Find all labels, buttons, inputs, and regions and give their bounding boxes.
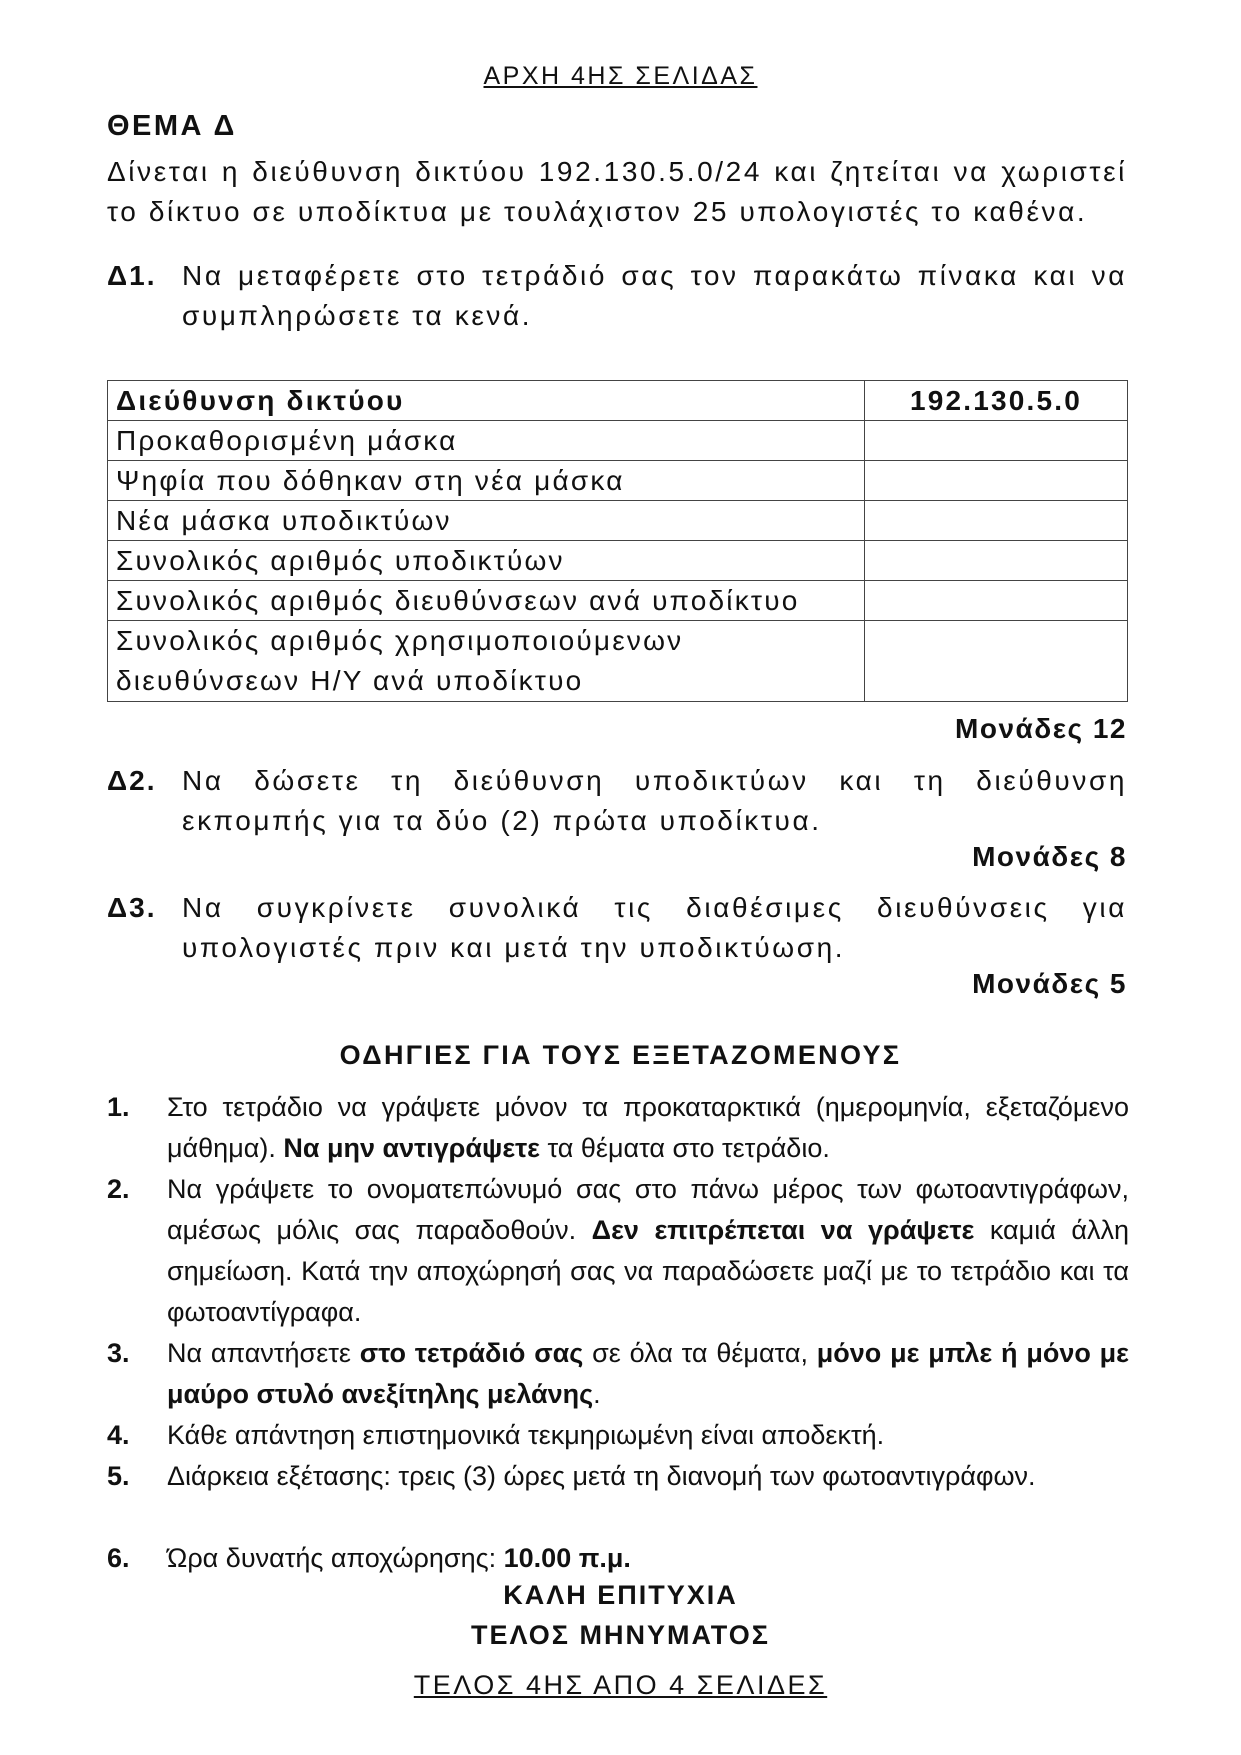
- instruction-item: [107, 1415, 1129, 1456]
- table-row: [108, 621, 1128, 702]
- question-d1: [107, 256, 1127, 336]
- text-run: .: [593, 1379, 601, 1409]
- row-label: Ψηφία που δόθηκαν στη νέα μάσκα: [108, 461, 865, 501]
- text-run: Ώρα δυνατής αποχώρησης:: [167, 1543, 504, 1573]
- row-value-blank: [865, 621, 1128, 702]
- text-run: σε όλα τα θέματα,: [583, 1338, 817, 1368]
- table-header-row: [108, 381, 1128, 421]
- bold-run: Δεν επιτρέπεται να γράψετε: [591, 1215, 975, 1245]
- text-run: καμιά άλλη σημείωση. Κατά την αποχώρησή σας να παραδώσετε μαζί με το τετράδιο και τα φωτοαντίγραφα.: [167, 1215, 1129, 1327]
- row-value-blank: [865, 461, 1128, 501]
- row-label: Συνολικός αριθμός χρησιμοποιούμενων διευθύνσεων Η/Υ ανά υποδίκτυο: [108, 621, 865, 702]
- instruction-number: 3.: [107, 1338, 130, 1368]
- text-run: Να απαντήσετε: [167, 1338, 360, 1368]
- instruction-text: [167, 1333, 1129, 1415]
- page-end-footer: ΤΕΛΟΣ 4ΗΣ ΑΠΟ 4 ΣΕΛΙΔΕΣ: [413, 1670, 828, 1700]
- text-run: Να γράψετε το ονοματεπώνυμό σας στο πάνω μέρος των φωτοαντιγράφων, αμέσως μόλις σας παραδοθούν.: [167, 1174, 1129, 1245]
- question-text: Να συγκρίνετε συνολικά τις διαθέσιμες διευθύνσεις για υπολογιστές πριν και μετά την υποδικτύωση.: [182, 892, 1127, 963]
- table-header-value: 192.130.5.0: [865, 381, 1128, 421]
- instruction-number: 4.: [107, 1420, 130, 1450]
- question-d3: [107, 888, 1127, 968]
- instruction-number: 6.: [107, 1543, 130, 1573]
- row-value-blank: [865, 421, 1128, 461]
- instruction-number: 1.: [107, 1092, 130, 1122]
- table-row: [108, 581, 1128, 621]
- question-text: Να δώσετε τη διεύθυνση υποδικτύων και τη διεύθυνση εκπομπής για τα δύο (2) πρώτα υποδίκτυα.: [182, 765, 1127, 836]
- text-run: Στο τετράδιο να γράψετε μόνον τα προκαταρκτικά (ημερομηνία, εξεταζόμενο μάθημα).: [167, 1092, 1129, 1163]
- table-row: [108, 501, 1128, 541]
- end-message-line: ΤΕΛΟΣ ΜΗΝΥΜΑΤΟΣ: [471, 1620, 770, 1650]
- theme-title: ΘΕΜΑ Δ: [107, 110, 237, 142]
- question-text: Να μεταφέρετε στο τετράδιό σας τον παρακάτω πίνακα και να συμπληρώσετε τα κενά.: [182, 260, 1127, 331]
- instruction-item: [107, 1538, 1129, 1579]
- subnet-table: [107, 380, 1128, 702]
- instruction-item: [107, 1087, 1129, 1169]
- marks-d2: Μονάδες 8: [972, 841, 1127, 872]
- table-row: [108, 421, 1128, 461]
- marks-d3: Μονάδες 5: [972, 968, 1127, 999]
- marks-d1: Μονάδες 12: [955, 713, 1127, 744]
- instruction-text: [167, 1087, 1129, 1169]
- row-label: Συνολικός αριθμός διευθύνσεων ανά υποδίκτυο: [108, 581, 865, 621]
- table-header-label: Διεύθυνση δικτύου: [108, 381, 865, 421]
- row-value-blank: [865, 501, 1128, 541]
- instruction-text: [167, 1456, 1129, 1497]
- text-run: Κάθε απάντηση επιστημονικά τεκμηριωμένη είναι αποδεκτή.: [167, 1420, 885, 1450]
- bold-run: Να μην αντιγράψετε: [283, 1133, 540, 1163]
- text-run: Διάρκεια εξέτασης: τρεις (3) ώρες μετά τη διανομή των φωτοαντιγράφων.: [167, 1461, 1036, 1491]
- bold-run: μόνο με μπλε ή μόνο με μαύρο στυλό ανεξίτηλης μελάνης: [167, 1338, 1129, 1409]
- instruction-item: [107, 1169, 1129, 1333]
- row-value-blank: [865, 581, 1128, 621]
- table-row: [108, 541, 1128, 581]
- instruction-item: [107, 1333, 1129, 1415]
- theme-intro: Δίνεται η διεύθυνση δικτύου 192.130.5.0/24 και ζητείται να χωριστεί το δίκτυο σε υποδίκτυα με τουλάχιστον 25 υπολογιστές το καθένα.: [107, 156, 1127, 227]
- bold-run: στο τετράδιό σας: [359, 1338, 584, 1368]
- instructions-title: ΟΔΗΓΙΕΣ ΓΙΑ ΤΟΥΣ ΕΞΕΤΑΖΟΜΕΝΟΥΣ: [339, 1040, 902, 1070]
- question-d2: [107, 761, 1127, 841]
- question-label: Δ3.: [107, 892, 157, 923]
- question-label: Δ1.: [107, 260, 157, 291]
- instruction-item: [107, 1456, 1129, 1497]
- question-label: Δ2.: [107, 765, 157, 796]
- row-label: Συνολικός αριθμός υποδικτύων: [108, 541, 865, 581]
- text-run: τα θέματα στο τετράδιο.: [540, 1133, 830, 1163]
- instruction-text: [167, 1538, 1129, 1579]
- row-value-blank: [865, 541, 1128, 581]
- good-luck-line: ΚΑΛΗ ΕΠΙΤΥΧΙΑ: [503, 1580, 738, 1610]
- table-row: [108, 461, 1128, 501]
- instruction-text: [167, 1169, 1129, 1333]
- row-label: Προκαθορισμένη μάσκα: [108, 421, 865, 461]
- page-start-header: ΑΡΧΗ 4ΗΣ ΣΕΛΙΔΑΣ: [483, 62, 758, 90]
- bold-run: 10.00 π.μ.: [503, 1543, 631, 1573]
- instruction-text: [167, 1415, 1129, 1456]
- instruction-number: 5.: [107, 1461, 130, 1491]
- instruction-number: 2.: [107, 1174, 130, 1204]
- row-label: Νέα μάσκα υποδικτύων: [108, 501, 865, 541]
